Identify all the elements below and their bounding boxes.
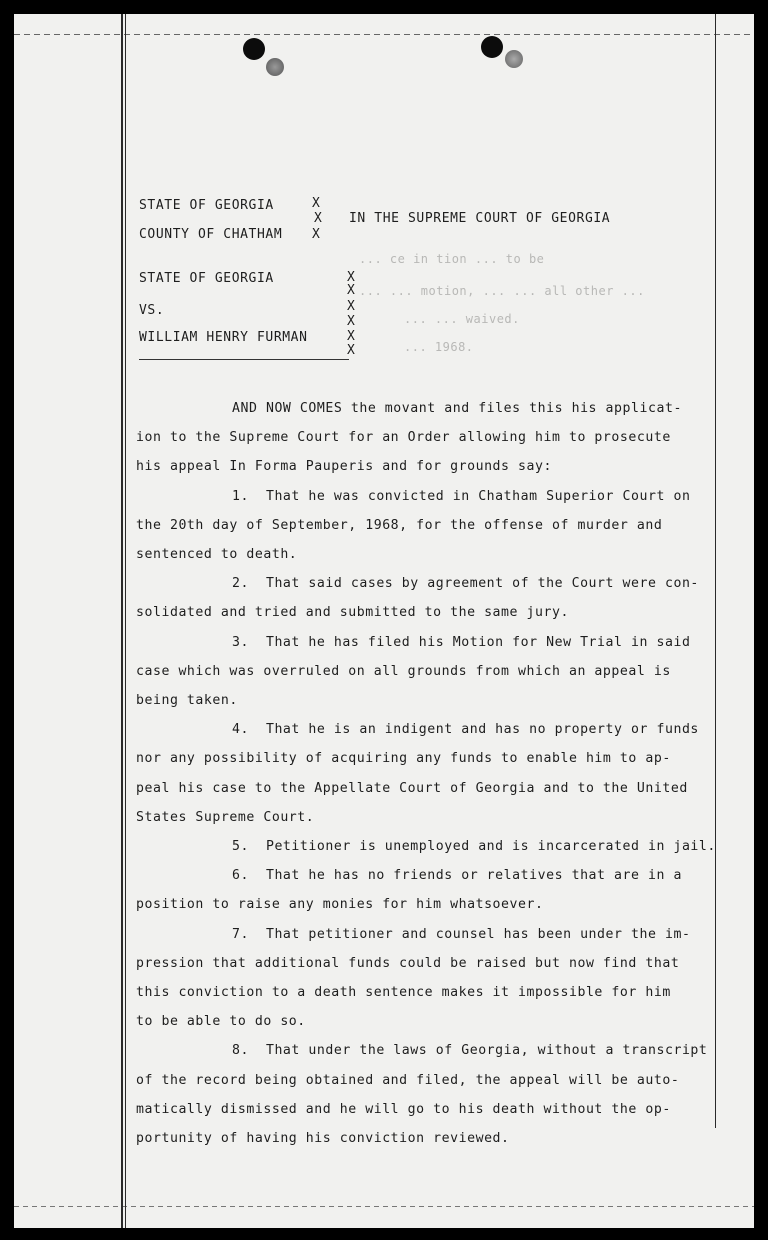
body-line: matically dismissed and he will go to his death without the op-: [136, 1102, 671, 1117]
caption-x: X: [347, 314, 356, 329]
left-margin-rule-outer: [121, 14, 123, 1228]
bleed-through-line: ... 1968.: [404, 340, 474, 354]
body-line: the 20th day of September, 1968, for the offense of murder and: [136, 518, 663, 533]
body-line: this conviction to a death sentence makes it impossible for him: [136, 985, 671, 1000]
caption-x: X: [312, 196, 321, 211]
caption-x: X: [347, 270, 356, 285]
caption-plaintiff: STATE OF GEORGIA: [139, 271, 274, 286]
caption-county: COUNTY OF CHATHAM: [139, 227, 283, 242]
caption-vs: VS.: [139, 303, 165, 318]
body-line: 4. That he is an indigent and has no property or funds: [232, 722, 699, 737]
caption-x: X: [347, 283, 356, 298]
body-line: of the record being obtained and filed, the appeal will be auto-: [136, 1073, 680, 1088]
body-line: ion to the Supreme Court for an Order allowing him to prosecute: [136, 430, 671, 445]
bleed-through-line: ... ... motion, ... ... all other ...: [359, 284, 645, 298]
right-margin-rule: [715, 14, 716, 1128]
body-line: being taken.: [136, 693, 238, 708]
body-line: position to raise any monies for him whatsoever.: [136, 897, 544, 912]
punch-hole: [481, 36, 503, 58]
body-line: 8. That under the laws of Georgia, without a transcript: [232, 1043, 708, 1058]
body-line: to be able to do so.: [136, 1014, 306, 1029]
caption-x: X: [347, 299, 356, 314]
punch-hole: [243, 38, 265, 60]
caption-x: X: [312, 227, 321, 242]
body-line: 6. That he has no friends or relatives that are in a: [232, 868, 682, 883]
bleed-through-line: ... ce in tion ... to be: [359, 252, 545, 266]
body-line: 5. Petitioner is unemployed and is incarcerated in jail.: [232, 839, 716, 854]
body-line: portunity of having his conviction reviewed.: [136, 1131, 510, 1146]
body-line: solidated and tried and submitted to the same jury.: [136, 605, 569, 620]
body-line: 1. That he was convicted in Chatham Superior Court on: [232, 489, 691, 504]
punch-hole-shadow: [505, 50, 523, 68]
body-line: 2. That said cases by agreement of the Court were con-: [232, 576, 699, 591]
body-line: 7. That petitioner and counsel has been under the im-: [232, 927, 691, 942]
caption-court: IN THE SUPREME COURT OF GEORGIA: [349, 211, 611, 226]
left-margin-rule-inner: [125, 14, 126, 1228]
caption-state: STATE OF GEORGIA: [139, 198, 274, 213]
punch-hole-shadow: [266, 58, 284, 76]
caption-defendant: WILLIAM HENRY FURMAN: [139, 330, 308, 345]
bleed-through-line: ... ... waived.: [404, 312, 520, 326]
caption-x: X: [347, 343, 356, 358]
body-line: case which was overruled on all grounds from which an appeal is: [136, 664, 671, 679]
body-line: peal his case to the Appellate Court of Georgia and to the United: [136, 781, 688, 796]
body-line: nor any possibility of acquiring any funds to enable him to ap-: [136, 751, 671, 766]
caption-underline: [139, 359, 349, 360]
body-line: AND NOW COMES the movant and files this his applicat-: [232, 401, 682, 416]
document-page: [14, 14, 754, 1228]
caption-x: X: [314, 211, 323, 226]
body-line: sentenced to death.: [136, 547, 298, 562]
body-line: States Supreme Court.: [136, 810, 315, 825]
body-line: pression that additional funds could be raised but now find that: [136, 956, 680, 971]
body-line: his appeal In Forma Pauperis and for grounds say:: [136, 459, 552, 474]
caption-x: X: [347, 329, 356, 344]
body-line: 3. That he has filed his Motion for New Trial in said: [232, 635, 691, 650]
